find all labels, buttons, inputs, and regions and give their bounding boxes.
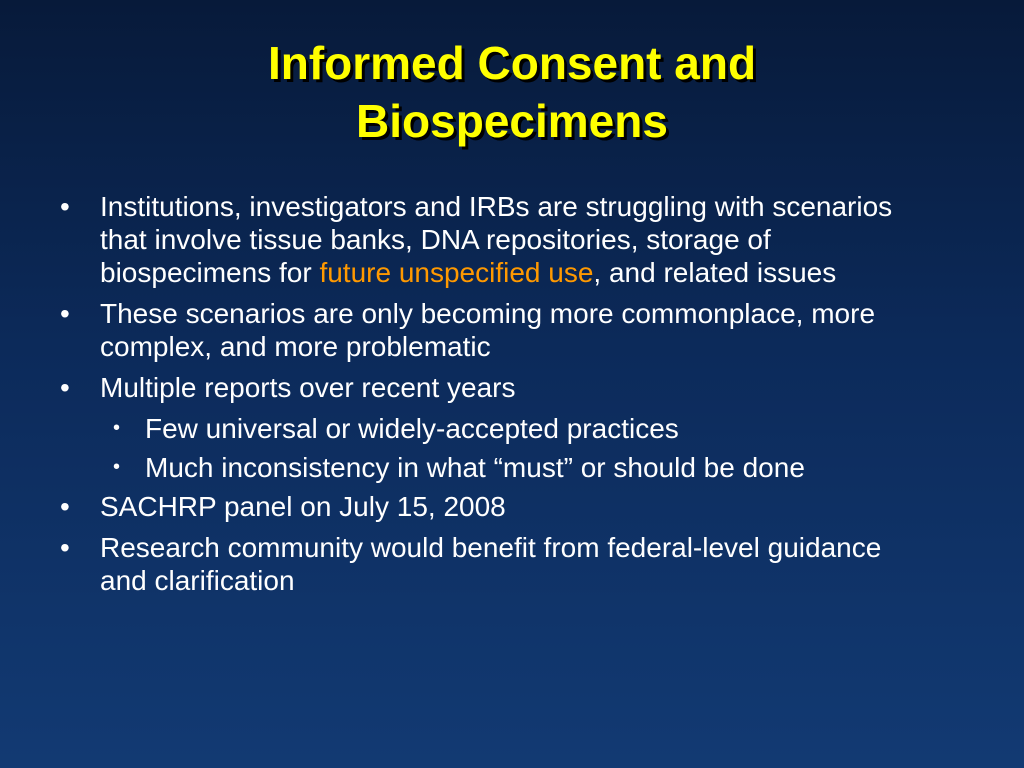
- bullet-icon: •: [60, 191, 70, 222]
- bullet-item-scenarios: [60, 297, 920, 363]
- bullet-item-institutions: [60, 190, 920, 289]
- bullet-icon: •: [60, 298, 70, 329]
- bullet-text-end: , and related issues: [593, 257, 837, 288]
- sub-bullet-item-inconsistency: [113, 451, 905, 484]
- bullet-text: Research community would benefit from federal-level guidance and clarification: [100, 532, 882, 596]
- bullet-list: [0, 190, 1024, 605]
- bullet-text: Institutions, investigators and IRBs are struggling with scenarios that involve tissue banks, DNA repositories, storage of biospecimens for: [100, 191, 893, 288]
- bullet-item-research-community: [60, 531, 920, 597]
- bullet-text: These scenarios are only becoming more commonplace, more complex, and more problematic: [100, 298, 876, 362]
- bullet-icon: •: [60, 372, 70, 403]
- sub-bullet-text: Much inconsistency in what “must” or should be done: [145, 452, 805, 483]
- title-line-2: Biospecimens: [356, 95, 668, 147]
- bullet-text: Multiple reports over recent years: [100, 372, 516, 403]
- bullet-icon: •: [60, 532, 70, 563]
- bullet-item-reports: [60, 371, 920, 404]
- bullet-text: SACHRP panel on July 15, 2008: [100, 491, 506, 522]
- bullet-icon: •: [60, 491, 70, 522]
- bullet-item-sachrp: [60, 490, 920, 523]
- slide-title: [60, 34, 964, 150]
- highlight-text: future unspecified use: [319, 257, 594, 288]
- sub-bullet-icon: •: [113, 456, 121, 478]
- sub-bullet-item-practices: [113, 412, 905, 445]
- sub-bullet-text: Few universal or widely-accepted practices: [145, 413, 679, 444]
- title-line-1: Informed Consent and: [267, 37, 757, 89]
- sub-bullet-icon: •: [113, 417, 121, 439]
